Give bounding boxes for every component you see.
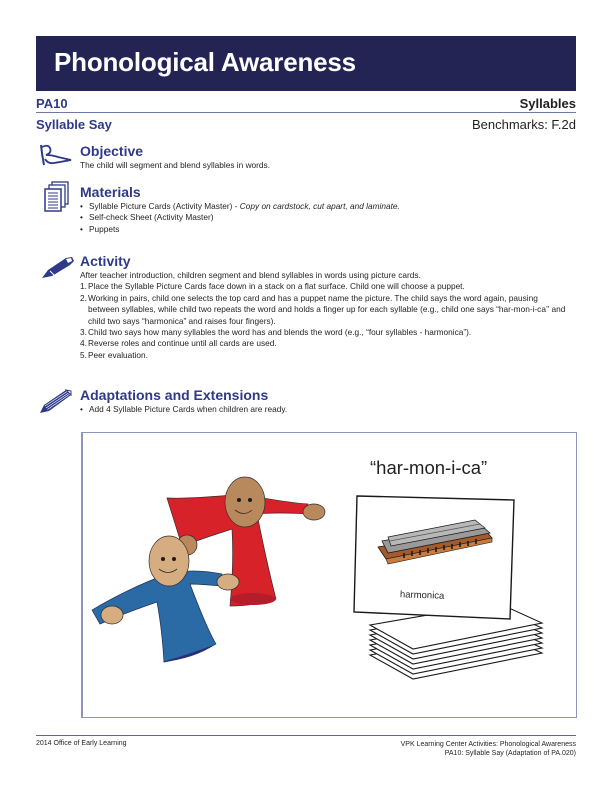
step-number: 1.	[80, 281, 87, 292]
step-number: 2.	[80, 292, 87, 303]
materials-item	[80, 201, 580, 212]
materials-item-text: Puppets	[89, 223, 120, 234]
page-title: Phonological Awareness	[54, 47, 356, 77]
blue-puppet	[92, 536, 239, 662]
activity-name: Syllable Say	[36, 117, 112, 132]
step-text: Child two says how many syllables the word has and blends the word (e.g., “four syllables - harmonica”).	[88, 327, 472, 338]
subheader-row	[36, 117, 576, 135]
activity-step	[80, 350, 580, 361]
flag-icon	[38, 143, 74, 167]
pencil-icon	[38, 387, 74, 415]
activity-step	[80, 327, 580, 338]
header-row	[36, 95, 576, 113]
step-number: 3.	[80, 327, 87, 338]
materials-item-note: Copy on cardstock, cut apart, and laminate.	[239, 201, 400, 211]
footer-source	[401, 740, 576, 758]
objective-section	[80, 143, 580, 171]
step-text: Reverse roles and continue until all cards are used.	[88, 338, 277, 349]
step-number: 5.	[80, 349, 87, 360]
objective-title: Objective	[80, 143, 144, 159]
adaptations-title: Adaptations and Extensions	[80, 387, 269, 403]
adaptations-item	[80, 404, 580, 415]
activity-title: Activity	[80, 253, 131, 269]
topic-label: Syllables	[519, 96, 576, 111]
step-text: Peer evaluation.	[88, 349, 148, 360]
activity-intro: After teacher introduction, children segment and blend syllables in words using picture cards.	[80, 270, 421, 280]
documents-icon	[43, 181, 71, 213]
card-label: harmonica	[399, 589, 445, 602]
materials-title: Materials	[80, 184, 141, 200]
footer-series: VPK Learning Center Activities: Phonological Awareness	[400, 741, 576, 748]
materials-item-text: Self-check Sheet (Activity Master)	[89, 212, 214, 223]
footer-activity: PA10: Syllable Say (Adaptation of PA.020)	[444, 750, 576, 757]
materials-item	[80, 212, 580, 223]
footer-divider	[36, 735, 576, 736]
benchmarks: Benchmarks: F.2d	[471, 117, 576, 132]
step-text: Place the Syllable Picture Cards face down in a stack on a flat surface. Child one will choose a puppet.	[88, 281, 465, 292]
illustration	[82, 434, 576, 717]
step-text: Working in pairs, child one selects the top card and has a puppet name the picture. The child says the word again, pausing between syllables, while child two repeats the word and holds a finger up for each syllable (e.g., child one says “har-mon-i-ca’’ and child two says “harmonica” and raises four fingers).	[88, 292, 566, 326]
step-number: 4.	[80, 338, 87, 349]
title-banner	[36, 36, 576, 91]
picture-card	[354, 496, 514, 619]
syllable-quote: “har-mon-i-ca”	[370, 457, 488, 478]
activity-code: PA10	[36, 96, 68, 111]
objective-text: The child will segment and blend syllables in words.	[80, 160, 271, 170]
activity-step	[80, 338, 580, 349]
marker-icon	[40, 254, 76, 280]
activity-step	[80, 293, 580, 327]
materials-item-text: Syllable Picture Cards (Activity Master) -	[89, 201, 240, 211]
activity-step	[80, 281, 580, 292]
footer-copyright: 2014 Office of Early Learning	[36, 740, 127, 747]
activity-section	[80, 253, 580, 361]
adaptations-item-text: Add 4 Syllable Picture Cards when children are ready.	[89, 404, 288, 414]
adaptations-section	[80, 387, 580, 415]
materials-section	[80, 184, 580, 235]
materials-item	[80, 224, 580, 235]
